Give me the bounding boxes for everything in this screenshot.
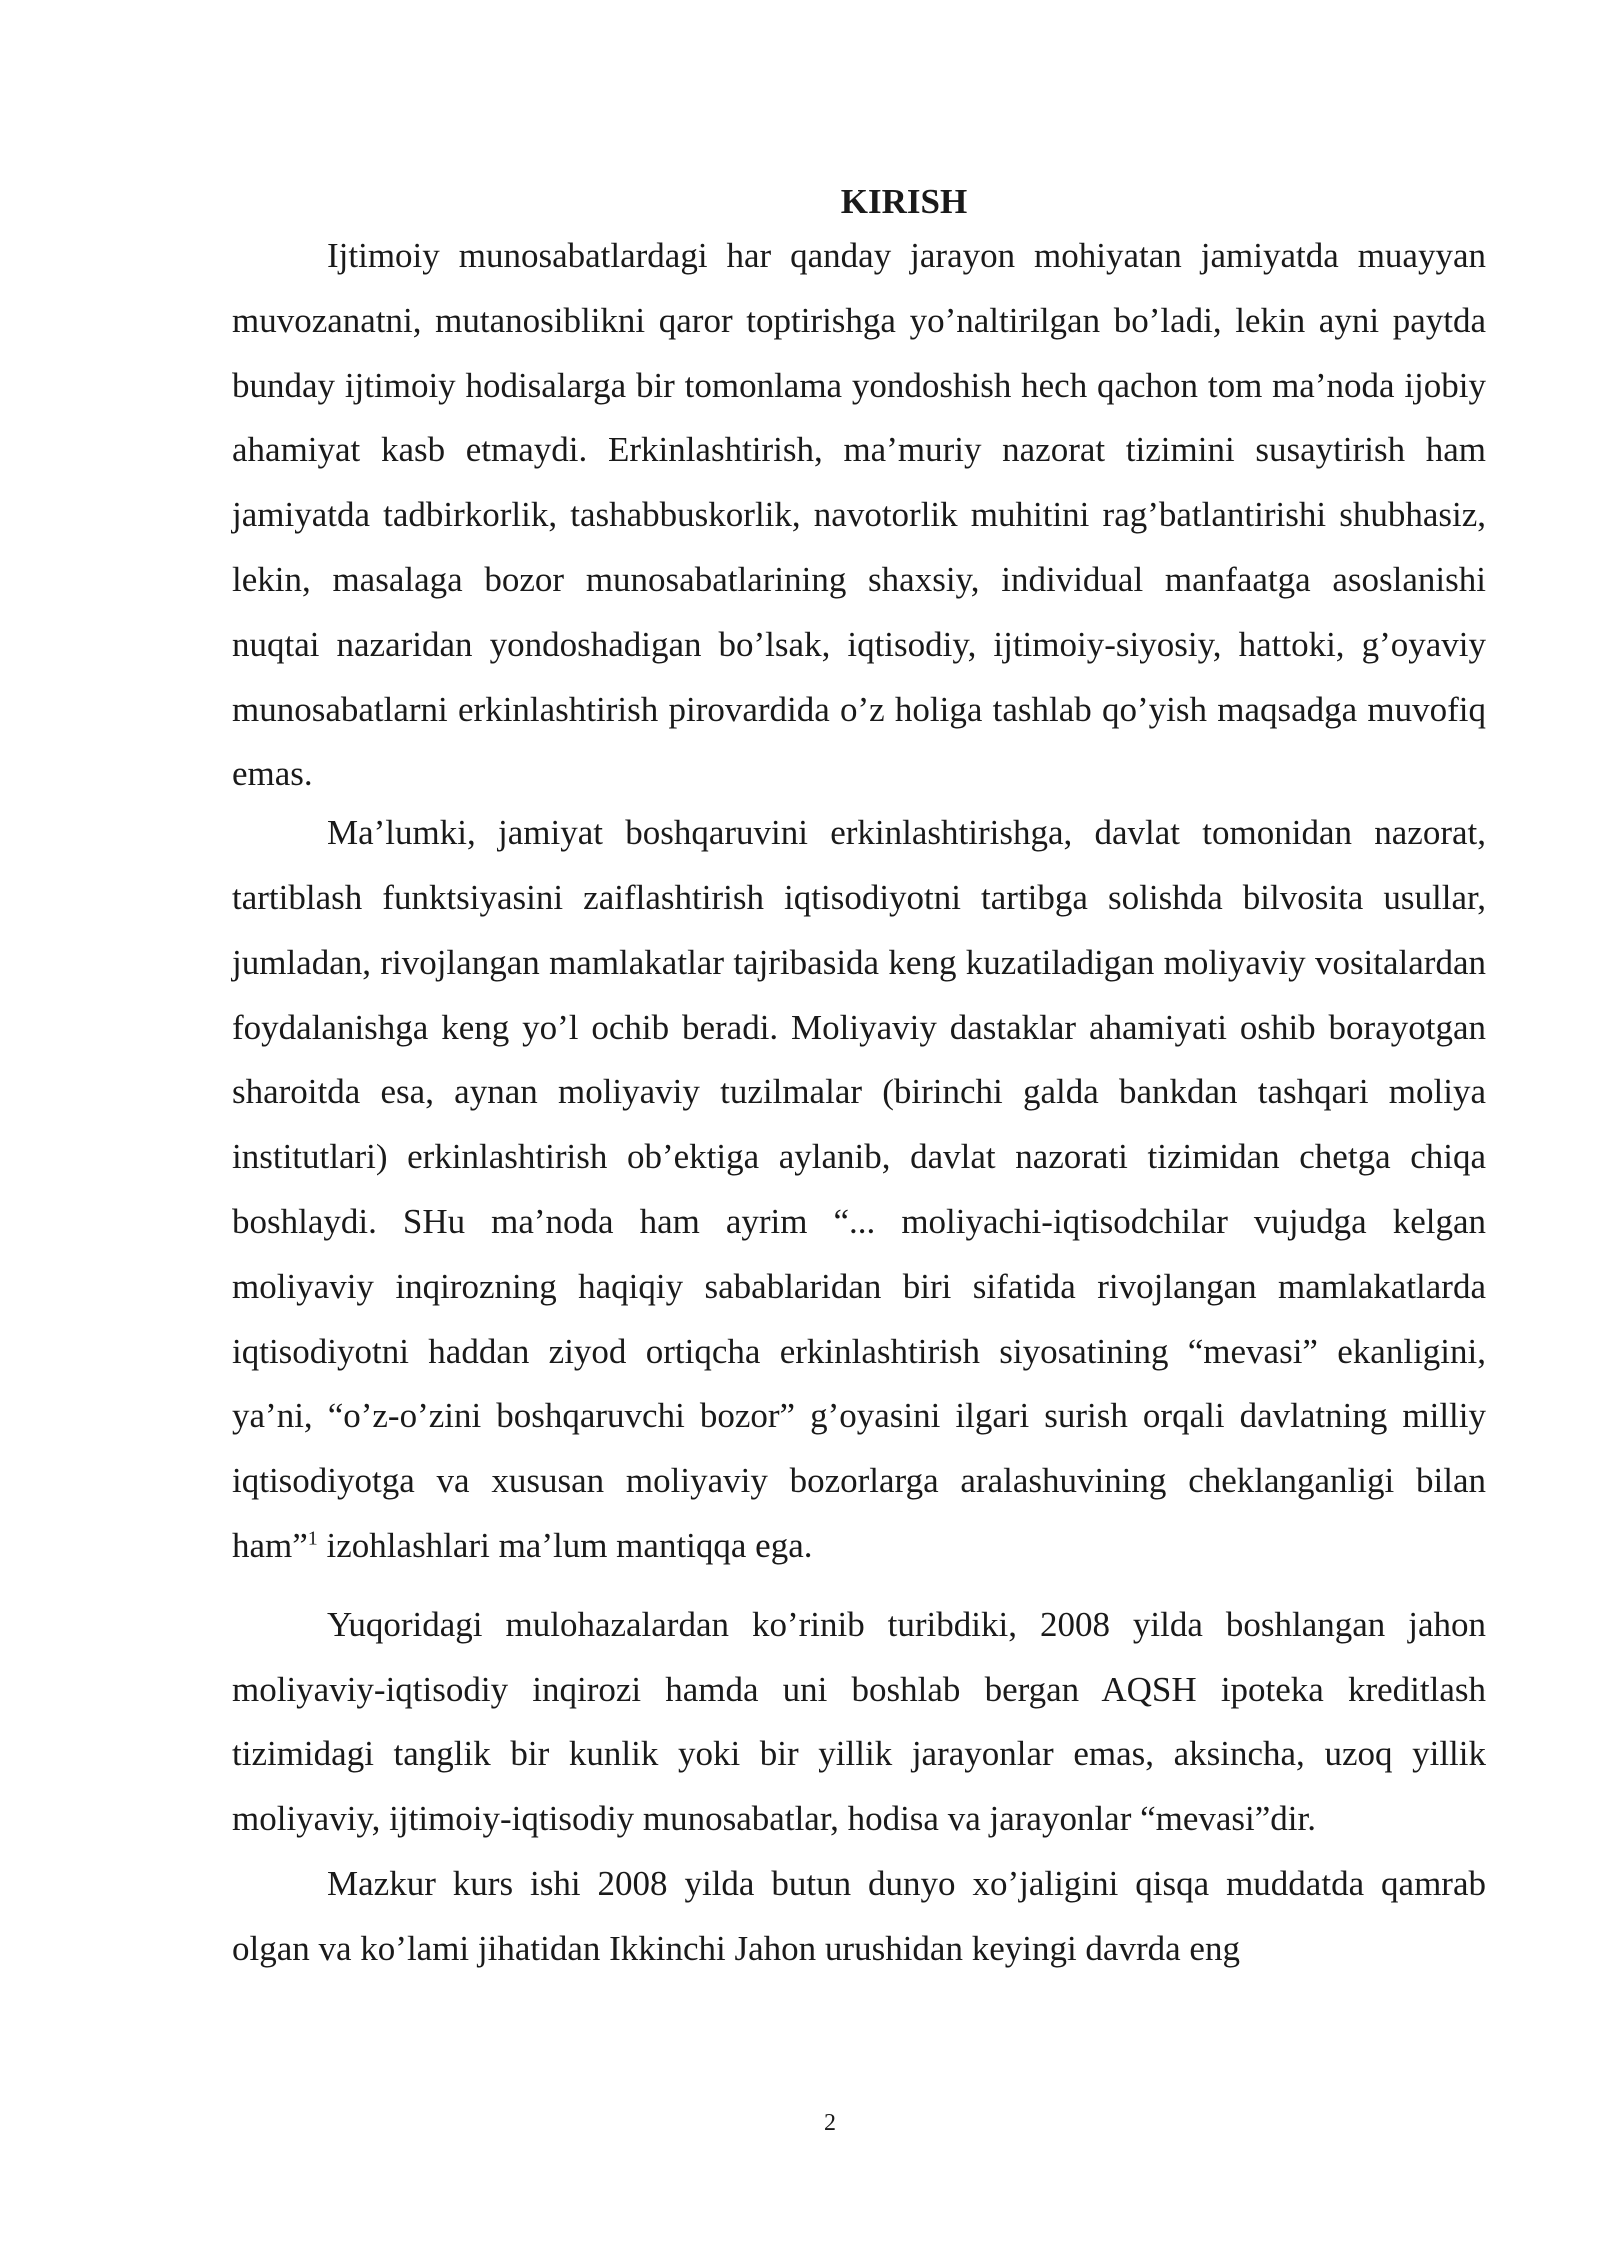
paragraph-2 bbox=[232, 801, 1486, 1579]
paragraph-3 bbox=[232, 1593, 1486, 1852]
paragraph-4 bbox=[232, 1852, 1486, 1982]
paragraph-1-text: Ijtimoiy munosabatlardagi har qanday jarayon mohiyatan jamiyatda muayyan muvozanatni, mutanosiblikni qaror toptirishga yo’naltirilgan bo’ladi, lekin ayni paytda bunday ijtimoiy hodisalarga bir tomonlama yondoshish hech qachon tom ma’noda ijobiy ahamiyat kasb etmaydi. Erkinlashtirish, ma’muriy nazorat tizimini susaytirish ham jamiyatda tadbirkorlik, tashabbuskorlik, navotorlik muhitini rag’batlantirishi shubhasiz, lekin, masalaga bozor munosabatlarining shaxsiy, individual manfaatga asoslanishi nuqtai nazaridan yondoshadigan bo’lsak, iqtisodiy, ijtimoiy-siyosiy, hattoki, g’oyaviy munosabatlarni erkinlashtirish pirovardida o’z holiga tashlab qo’yish maqsadga muvofiq emas. bbox=[232, 236, 1486, 794]
paragraph-2-text: Ma’lumki, jamiyat boshqaruvini erkinlashtirishga, davlat tomonidan nazorat, tartiblash funktsiyasini zaiflashtirish iqtisodiyotni tartibga solishda bilvosita usullar, jumladan, rivojlangan mamlakatlar tajribasida keng kuzatiladigan moliyaviy vositalardan foydalanishga keng yo’l ochib beradi. Moliyaviy dastaklar ahamiyati oshib borayotgan sharoitda esa, aynan moliyaviy tuzilmalar (birinchi galda bankdan tashqari moliya institutlari) erkinlashtirish ob’ektiga aylanib, davlat nazorati tizimidan chetga chiqa boshlaydi. SHu ma’noda ham ayrim “... moliyachi-iqtisodchilar vujudga kelgan moliyaviy inqirozning haqiqiy sabablaridan biri sifatida rivojlangan mamlakatlarda iqtisodiyotni haddan ziyod ortiqcha erkinlashtirish siyosatining “mevasi” ekanligini, ya’ni, “o’z-o’zini boshqaruvchi bozor” g’oyasini ilgari surish orqali davlatning milliy iqtisodiyotga va xususan moliyaviy bozorlarga aralashuvining cheklanganligi bilan ham” bbox=[232, 813, 1486, 1565]
paragraph-3-text: Yuqoridagi mulohazalardan ko’rinib turibdiki, 2008 yilda boshlangan jahon moliyaviy-iqtisodiy inqirozi hamda uni boshlab bergan AQSH ipoteka kreditlash tizimidagi tanglik bir kunlik yoki bir yillik jarayonlar emas, aksincha, uzoq yillik moliyaviy, ijtimoiy-iqtisodiy munosabatlar, hodisa va jarayonlar “mevasi”dir. bbox=[232, 1604, 1486, 1839]
footnote-reference[interactable]: 1 bbox=[307, 1527, 318, 1550]
paragraph-4-text: Mazkur kurs ishi 2008 yilda butun dunyo xo’jaligini qisqa muddatda qamrab olgan va ko’lami jihatidan Ikkinchi Jahon urushidan keyingi davrda eng bbox=[232, 1863, 1486, 1968]
paragraph-1 bbox=[232, 224, 1486, 807]
page-number: 2 bbox=[824, 2110, 836, 2136]
paragraph-2-text-after: izohlashlari ma’lum mantiqqa ega. bbox=[317, 1525, 813, 1565]
section-title: KIRISH bbox=[840, 182, 968, 221]
page-body bbox=[232, 180, 1486, 1982]
